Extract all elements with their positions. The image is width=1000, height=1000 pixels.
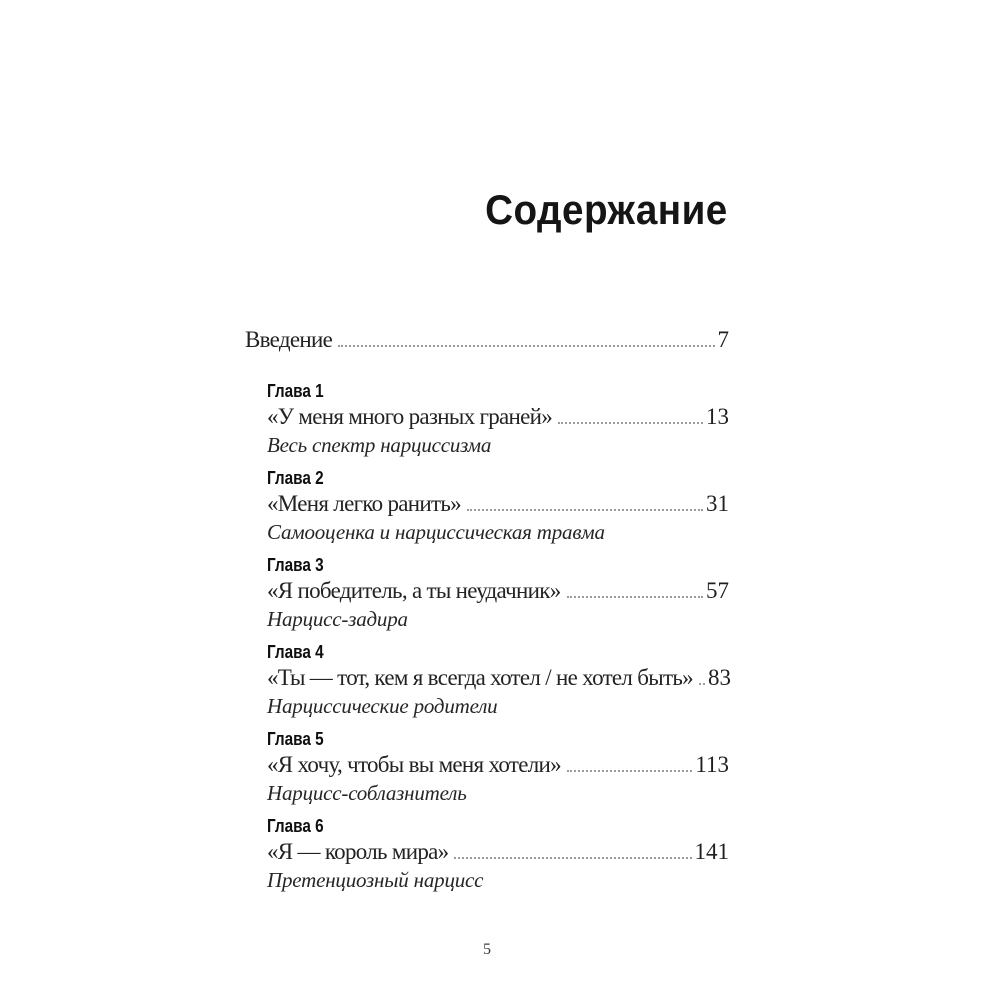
chapter-number-label: Глава 3 [267, 555, 324, 575]
toc-entry-chapter-3 [267, 577, 729, 605]
toc-entry-page-number: 31 [706, 491, 729, 516]
dot-leader [558, 422, 703, 424]
toc-chapter-block-2 [267, 467, 729, 546]
dot-leader [467, 509, 703, 511]
dot-leader [699, 683, 705, 685]
chapter-subtitle: Нарцисс-соблазнитель [267, 781, 467, 805]
toc-entry-label: «Я хочу, чтобы вы меня хотели» [267, 752, 561, 777]
dot-leader [567, 770, 692, 772]
toc-entry-page-number: 83 [707, 665, 731, 690]
table-of-contents [245, 324, 729, 902]
toc-entry-chapter-2 [267, 490, 729, 518]
toc-entry-chapter-6 [267, 838, 729, 866]
chapter-subtitle: Нарциссические родители [267, 694, 498, 718]
folio-page-number: 5 [483, 941, 491, 958]
toc-chapter-block-3 [267, 554, 729, 633]
toc-entry-page-number: 7 [717, 327, 729, 352]
chapter-number-label: Глава 5 [267, 729, 324, 749]
dot-leader [454, 857, 691, 859]
toc-entry-chapter-4 [267, 664, 729, 692]
page-title: Содержание [485, 186, 728, 233]
toc-entry-introduction [245, 324, 729, 356]
toc-entry-label: «Меня легко ранить» [267, 491, 461, 516]
dot-leader [338, 345, 714, 347]
chapter-number-label: Глава 4 [267, 642, 324, 662]
toc-entry-page-number: 57 [706, 578, 729, 603]
chapter-subtitle: Весь спектр нарциссизма [267, 433, 492, 457]
toc-entry-chapter-5 [267, 751, 729, 779]
toc-entry-page-number: 113 [695, 752, 729, 777]
dot-leader [567, 596, 704, 598]
chapter-number-label: Глава 6 [267, 816, 324, 836]
toc-entry-label: «Я победитель, а ты неудачник» [267, 578, 561, 603]
toc-entry-label: «У меня много разных граней» [267, 404, 553, 429]
chapter-subtitle: Претенциозный нарцисс [267, 868, 484, 892]
toc-chapter-block-5 [267, 728, 729, 807]
toc-chapter-block-1 [267, 380, 729, 459]
toc-entry-label: «Я — король мира» [267, 839, 449, 864]
toc-entry-page-number: 13 [706, 404, 729, 429]
toc-chapter-block-6 [267, 815, 729, 894]
toc-entry-label: «Ты — тот, кем я всегда хотел / не хотел быть» [267, 665, 693, 690]
chapter-number-label: Глава 1 [267, 381, 324, 401]
chapter-subtitle: Нарцисс-задира [267, 607, 408, 631]
toc-entry-page-number: 141 [694, 839, 729, 864]
chapter-subtitle: Самооценка и нарциссическая травма [267, 520, 605, 544]
toc-entry-chapter-1 [267, 403, 729, 431]
chapter-number-label: Глава 2 [267, 468, 324, 488]
toc-entry-label: Введение [245, 327, 333, 352]
toc-chapter-block-4 [267, 641, 729, 720]
